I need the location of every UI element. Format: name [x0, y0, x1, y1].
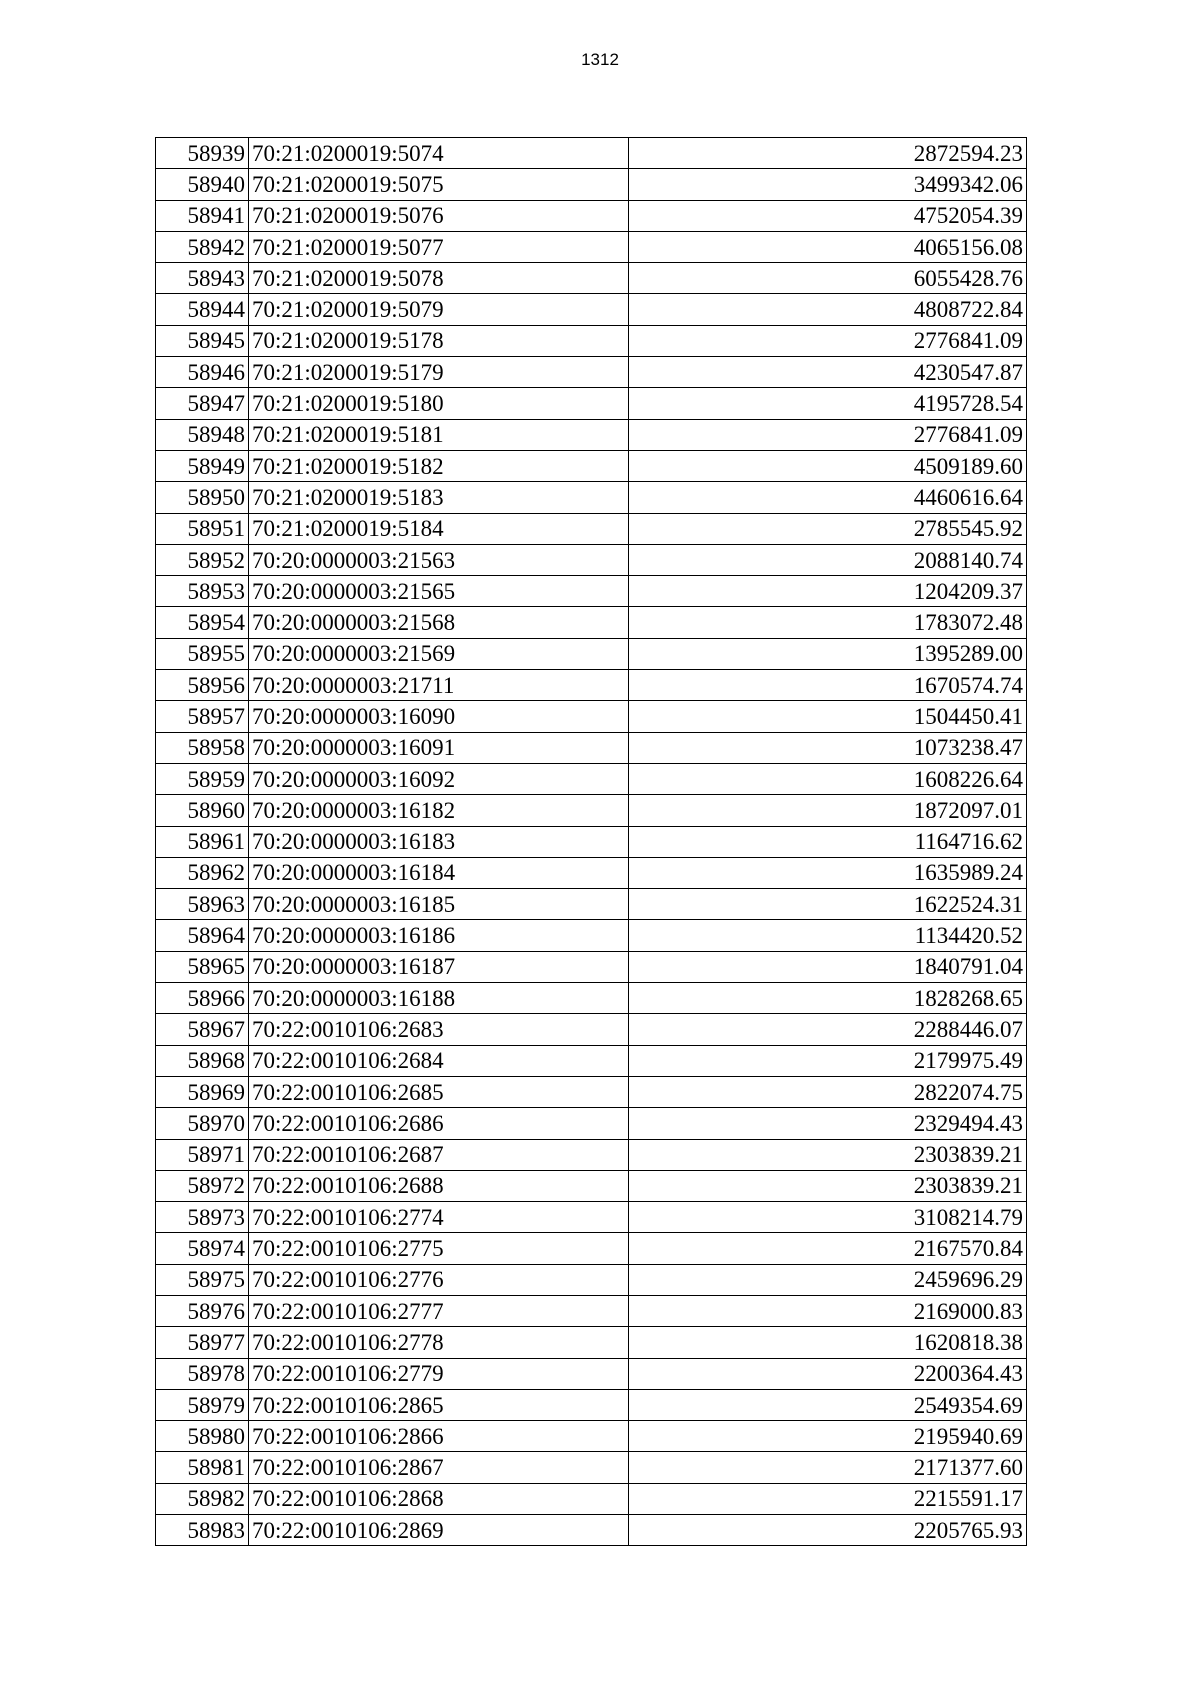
- row-number-cell: 58983: [156, 1515, 249, 1546]
- cadastral-number-cell: 70:22:0010106:2868: [249, 1483, 629, 1514]
- row-number-cell: 58962: [156, 857, 249, 888]
- value-cell: 2167570.84: [629, 1233, 1027, 1264]
- cadastral-number-cell: 70:21:0200019:5180: [249, 388, 629, 419]
- row-number-cell: 58961: [156, 826, 249, 857]
- value-cell: 1608226.64: [629, 763, 1027, 794]
- row-number-cell: 58949: [156, 450, 249, 481]
- cadastral-number-cell: 70:20:0000003:21563: [249, 544, 629, 575]
- table-row: [156, 763, 1027, 794]
- row-number-cell: 58966: [156, 983, 249, 1014]
- row-number-cell: 58957: [156, 701, 249, 732]
- table-row: [156, 607, 1027, 638]
- value-cell: 1620818.38: [629, 1327, 1027, 1358]
- cadastral-number-cell: 70:21:0200019:5079: [249, 294, 629, 325]
- value-cell: 2171377.60: [629, 1452, 1027, 1483]
- cadastral-number-cell: 70:22:0010106:2774: [249, 1202, 629, 1233]
- row-number-cell: 58953: [156, 576, 249, 607]
- row-number-cell: 58973: [156, 1202, 249, 1233]
- value-cell: 1872097.01: [629, 795, 1027, 826]
- cadastral-number-cell: 70:20:0000003:16185: [249, 889, 629, 920]
- cadastral-number-cell: 70:21:0200019:5077: [249, 231, 629, 262]
- cadastral-number-cell: 70:20:0000003:16090: [249, 701, 629, 732]
- row-number-cell: 58954: [156, 607, 249, 638]
- row-number-cell: 58980: [156, 1421, 249, 1452]
- cadastral-number-cell: 70:22:0010106:2687: [249, 1139, 629, 1170]
- table-row: [156, 1389, 1027, 1420]
- cadastral-number-cell: 70:22:0010106:2865: [249, 1389, 629, 1420]
- value-cell: 1204209.37: [629, 576, 1027, 607]
- cadastral-number-cell: 70:22:0010106:2869: [249, 1515, 629, 1546]
- table-row: [156, 732, 1027, 763]
- table-row: [156, 1139, 1027, 1170]
- table-row: [156, 169, 1027, 200]
- value-cell: 1783072.48: [629, 607, 1027, 638]
- table-row: [156, 1264, 1027, 1295]
- row-number-cell: 58974: [156, 1233, 249, 1264]
- table-row: [156, 294, 1027, 325]
- value-cell: 2195940.69: [629, 1421, 1027, 1452]
- row-number-cell: 58946: [156, 357, 249, 388]
- value-cell: 4808722.84: [629, 294, 1027, 325]
- table-row: [156, 1421, 1027, 1452]
- value-cell: 1073238.47: [629, 732, 1027, 763]
- value-cell: 1164716.62: [629, 826, 1027, 857]
- row-number-cell: 58964: [156, 920, 249, 951]
- table-row: [156, 482, 1027, 513]
- table-row: [156, 951, 1027, 982]
- value-cell: 4195728.54: [629, 388, 1027, 419]
- value-cell: 1395289.00: [629, 638, 1027, 669]
- row-number-cell: 58981: [156, 1452, 249, 1483]
- row-number-cell: 58952: [156, 544, 249, 575]
- value-cell: 2179975.49: [629, 1045, 1027, 1076]
- cadastral-number-cell: 70:21:0200019:5181: [249, 419, 629, 450]
- row-number-cell: 58948: [156, 419, 249, 450]
- table-row: [156, 1045, 1027, 1076]
- cadastral-number-cell: 70:20:0000003:16183: [249, 826, 629, 857]
- value-cell: 2288446.07: [629, 1014, 1027, 1045]
- value-cell: 3108214.79: [629, 1202, 1027, 1233]
- cadastral-number-cell: 70:22:0010106:2866: [249, 1421, 629, 1452]
- cadastral-number-cell: 70:22:0010106:2683: [249, 1014, 629, 1045]
- table-row: [156, 983, 1027, 1014]
- table-row: [156, 1108, 1027, 1139]
- cadastral-number-cell: 70:20:0000003:16091: [249, 732, 629, 763]
- value-cell: 1622524.31: [629, 889, 1027, 920]
- value-cell: 4460616.64: [629, 482, 1027, 513]
- value-cell: 1670574.74: [629, 670, 1027, 701]
- cadastral-number-cell: 70:22:0010106:2867: [249, 1452, 629, 1483]
- table-row: [156, 795, 1027, 826]
- row-number-cell: 58972: [156, 1170, 249, 1201]
- value-cell: 1828268.65: [629, 983, 1027, 1014]
- table-row: [156, 1327, 1027, 1358]
- value-cell: 2303839.21: [629, 1139, 1027, 1170]
- row-number-cell: 58977: [156, 1327, 249, 1358]
- value-cell: 2215591.17: [629, 1483, 1027, 1514]
- value-cell: 2822074.75: [629, 1076, 1027, 1107]
- cadastral-number-cell: 70:22:0010106:2779: [249, 1358, 629, 1389]
- value-cell: 1504450.41: [629, 701, 1027, 732]
- cadastral-number-cell: 70:22:0010106:2775: [249, 1233, 629, 1264]
- row-number-cell: 58941: [156, 200, 249, 231]
- table-row: [156, 1202, 1027, 1233]
- cadastral-number-cell: 70:21:0200019:5078: [249, 263, 629, 294]
- cadastral-number-cell: 70:21:0200019:5179: [249, 357, 629, 388]
- value-cell: 1134420.52: [629, 920, 1027, 951]
- row-number-cell: 58979: [156, 1389, 249, 1420]
- cadastral-number-cell: 70:21:0200019:5184: [249, 513, 629, 544]
- table-row: [156, 1014, 1027, 1045]
- row-number-cell: 58971: [156, 1139, 249, 1170]
- row-number-cell: 58951: [156, 513, 249, 544]
- cadastral-number-cell: 70:22:0010106:2684: [249, 1045, 629, 1076]
- cadastral-number-cell: 70:20:0000003:16184: [249, 857, 629, 888]
- row-number-cell: 58942: [156, 231, 249, 262]
- table-row: [156, 826, 1027, 857]
- value-cell: 4065156.08: [629, 231, 1027, 262]
- cadastral-number-cell: 70:20:0000003:21565: [249, 576, 629, 607]
- value-cell: 2549354.69: [629, 1389, 1027, 1420]
- row-number-cell: 58963: [156, 889, 249, 920]
- value-cell: 6055428.76: [629, 263, 1027, 294]
- table-row: [156, 1233, 1027, 1264]
- row-number-cell: 58956: [156, 670, 249, 701]
- cadastral-number-cell: 70:22:0010106:2688: [249, 1170, 629, 1201]
- table-row: [156, 388, 1027, 419]
- row-number-cell: 58959: [156, 763, 249, 794]
- value-cell: 2872594.23: [629, 138, 1027, 169]
- cadastral-number-cell: 70:22:0010106:2686: [249, 1108, 629, 1139]
- table-row: [156, 1483, 1027, 1514]
- row-number-cell: 58968: [156, 1045, 249, 1076]
- table-row: [156, 1452, 1027, 1483]
- cadastral-number-cell: 70:21:0200019:5183: [249, 482, 629, 513]
- cadastral-number-cell: 70:20:0000003:21569: [249, 638, 629, 669]
- cadastral-number-cell: 70:22:0010106:2777: [249, 1295, 629, 1326]
- cadastral-number-cell: 70:20:0000003:16188: [249, 983, 629, 1014]
- table-row: [156, 450, 1027, 481]
- row-number-cell: 58982: [156, 1483, 249, 1514]
- table-row: [156, 544, 1027, 575]
- row-number-cell: 58950: [156, 482, 249, 513]
- row-number-cell: 58940: [156, 169, 249, 200]
- table-row: [156, 513, 1027, 544]
- table-row: [156, 920, 1027, 951]
- table-row: [156, 200, 1027, 231]
- table-row: [156, 576, 1027, 607]
- row-number-cell: 58978: [156, 1358, 249, 1389]
- value-cell: 2329494.43: [629, 1108, 1027, 1139]
- table-row: [156, 638, 1027, 669]
- value-cell: 1635989.24: [629, 857, 1027, 888]
- value-cell: 2785545.92: [629, 513, 1027, 544]
- table-row: [156, 419, 1027, 450]
- value-cell: 4752054.39: [629, 200, 1027, 231]
- table-row: [156, 1358, 1027, 1389]
- row-number-cell: 58958: [156, 732, 249, 763]
- row-number-cell: 58945: [156, 325, 249, 356]
- table-row: [156, 857, 1027, 888]
- value-cell: 2776841.09: [629, 325, 1027, 356]
- value-cell: 2088140.74: [629, 544, 1027, 575]
- value-cell: 2776841.09: [629, 419, 1027, 450]
- cadastral-number-cell: 70:21:0200019:5178: [249, 325, 629, 356]
- cadastral-number-cell: 70:21:0200019:5182: [249, 450, 629, 481]
- table-row: [156, 1170, 1027, 1201]
- row-number-cell: 58944: [156, 294, 249, 325]
- cadastral-number-cell: 70:22:0010106:2776: [249, 1264, 629, 1295]
- table-row: [156, 1076, 1027, 1107]
- cadastral-number-cell: 70:20:0000003:16186: [249, 920, 629, 951]
- registry-table-body: [156, 138, 1027, 1546]
- value-cell: 2169000.83: [629, 1295, 1027, 1326]
- table-row: [156, 701, 1027, 732]
- value-cell: 1840791.04: [629, 951, 1027, 982]
- table-row: [156, 1515, 1027, 1546]
- cadastral-number-cell: 70:20:0000003:16092: [249, 763, 629, 794]
- cadastral-number-cell: 70:20:0000003:21568: [249, 607, 629, 638]
- table-row: [156, 263, 1027, 294]
- cadastral-number-cell: 70:21:0200019:5074: [249, 138, 629, 169]
- table-row: [156, 138, 1027, 169]
- value-cell: 3499342.06: [629, 169, 1027, 200]
- cadastral-number-cell: 70:21:0200019:5076: [249, 200, 629, 231]
- table-row: [156, 889, 1027, 920]
- row-number-cell: 58947: [156, 388, 249, 419]
- value-cell: 2200364.43: [629, 1358, 1027, 1389]
- value-cell: 2303839.21: [629, 1170, 1027, 1201]
- value-cell: 2459696.29: [629, 1264, 1027, 1295]
- row-number-cell: 58960: [156, 795, 249, 826]
- value-cell: 4509189.60: [629, 450, 1027, 481]
- cadastral-number-cell: 70:22:0010106:2778: [249, 1327, 629, 1358]
- row-number-cell: 58976: [156, 1295, 249, 1326]
- row-number-cell: 58969: [156, 1076, 249, 1107]
- cadastral-number-cell: 70:20:0000003:16187: [249, 951, 629, 982]
- table-row: [156, 231, 1027, 262]
- row-number-cell: 58965: [156, 951, 249, 982]
- cadastral-number-cell: 70:22:0010106:2685: [249, 1076, 629, 1107]
- row-number-cell: 58955: [156, 638, 249, 669]
- cadastral-number-cell: 70:20:0000003:21711: [249, 670, 629, 701]
- table-row: [156, 670, 1027, 701]
- table-row: [156, 325, 1027, 356]
- value-cell: 4230547.87: [629, 357, 1027, 388]
- table-row: [156, 357, 1027, 388]
- registry-table: [155, 137, 1027, 1546]
- row-number-cell: 58939: [156, 138, 249, 169]
- value-cell: 2205765.93: [629, 1515, 1027, 1546]
- row-number-cell: 58970: [156, 1108, 249, 1139]
- table-row: [156, 1295, 1027, 1326]
- row-number-cell: 58943: [156, 263, 249, 294]
- row-number-cell: 58975: [156, 1264, 249, 1295]
- cadastral-number-cell: 70:21:0200019:5075: [249, 169, 629, 200]
- row-number-cell: 58967: [156, 1014, 249, 1045]
- cadastral-number-cell: 70:20:0000003:16182: [249, 795, 629, 826]
- page-number: 1312: [581, 50, 619, 69]
